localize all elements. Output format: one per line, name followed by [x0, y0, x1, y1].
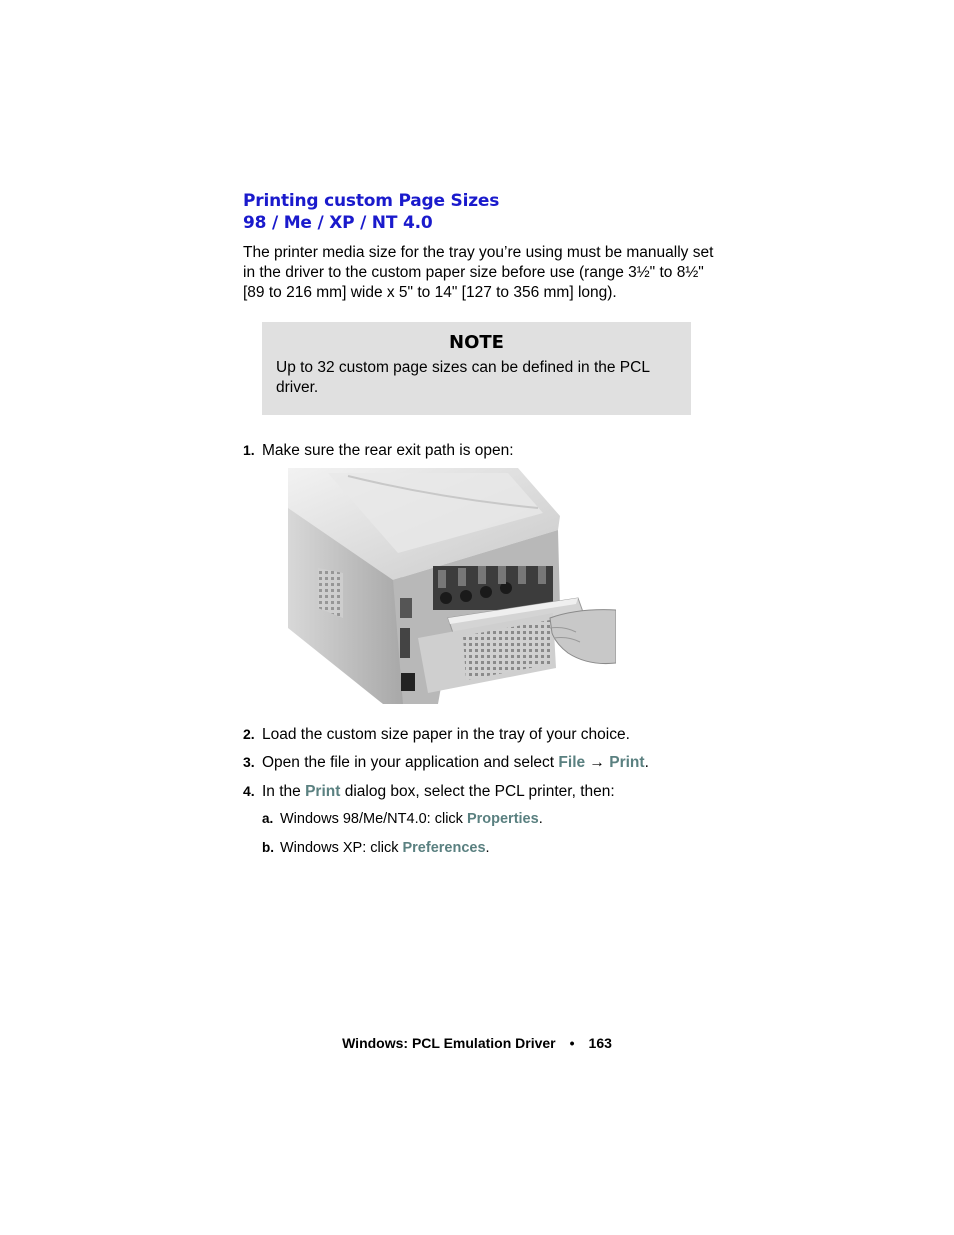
step-number: 2. [243, 726, 255, 742]
substep-text: Windows XP: click [280, 840, 403, 856]
substep-text-end: . [485, 840, 490, 856]
step-4 [243, 781, 615, 802]
footer-bullet: • [569, 1035, 575, 1051]
note-body [276, 358, 677, 398]
substep-letter: b. [262, 840, 274, 855]
intro-line-2: in the driver to the custom paper size before use (range 3½" to 8½" [243, 264, 704, 281]
print-dialog-reference: Print [305, 783, 341, 800]
note-box [262, 322, 691, 415]
intro-paragraph [243, 243, 743, 303]
step-2 [243, 724, 630, 745]
step-text: In the [262, 783, 306, 800]
substep-letter: a. [262, 811, 274, 826]
substep-text: Windows 98/Me/NT4.0: click [280, 811, 467, 827]
preferences-button-reference: Preferences [402, 840, 486, 856]
print-command-reference: Print [609, 754, 645, 771]
note-title: NOTE [449, 332, 504, 353]
section-heading [243, 190, 499, 234]
printer-rear-exit-photo [288, 468, 616, 706]
footer-title: Windows: PCL Emulation Driver [342, 1035, 556, 1051]
page-number: 163 [588, 1035, 612, 1051]
step-number: 1. [243, 442, 255, 458]
page-footer [0, 1033, 954, 1053]
step-text: Load the custom size paper in the tray of your choice. [262, 726, 630, 743]
heading-line-1: Printing custom Page Sizes [243, 191, 500, 211]
substep-b [262, 838, 490, 858]
step-number: 4. [243, 783, 255, 799]
note-line-2: driver. [276, 379, 319, 396]
heading-line-2: 98 / Me / XP / NT 4.0 [243, 213, 433, 233]
step-text: Make sure the rear exit path is open: [262, 442, 514, 459]
step-number: 3. [243, 754, 255, 770]
step-3 [243, 752, 649, 773]
step-text-end: . [644, 754, 649, 771]
properties-button-reference: Properties [466, 811, 539, 827]
substep-text-end: . [538, 811, 543, 827]
substep-a [262, 809, 543, 829]
file-menu-reference: File [558, 754, 586, 771]
note-line-1: Up to 32 custom page sizes can be defined in the PCL [276, 359, 650, 376]
arrow-separator: → [585, 754, 610, 771]
intro-line-1: The printer media size for the tray you’re using must be manually set [243, 244, 714, 261]
step-1 [243, 440, 514, 461]
step-text: Open the file in your application and select [262, 754, 559, 771]
intro-line-3: [89 to 216 mm] wide x 5" to 14" [127 to 356 mm] long). [243, 284, 617, 301]
step-text-end: dialog box, select the PCL printer, then: [340, 783, 615, 800]
